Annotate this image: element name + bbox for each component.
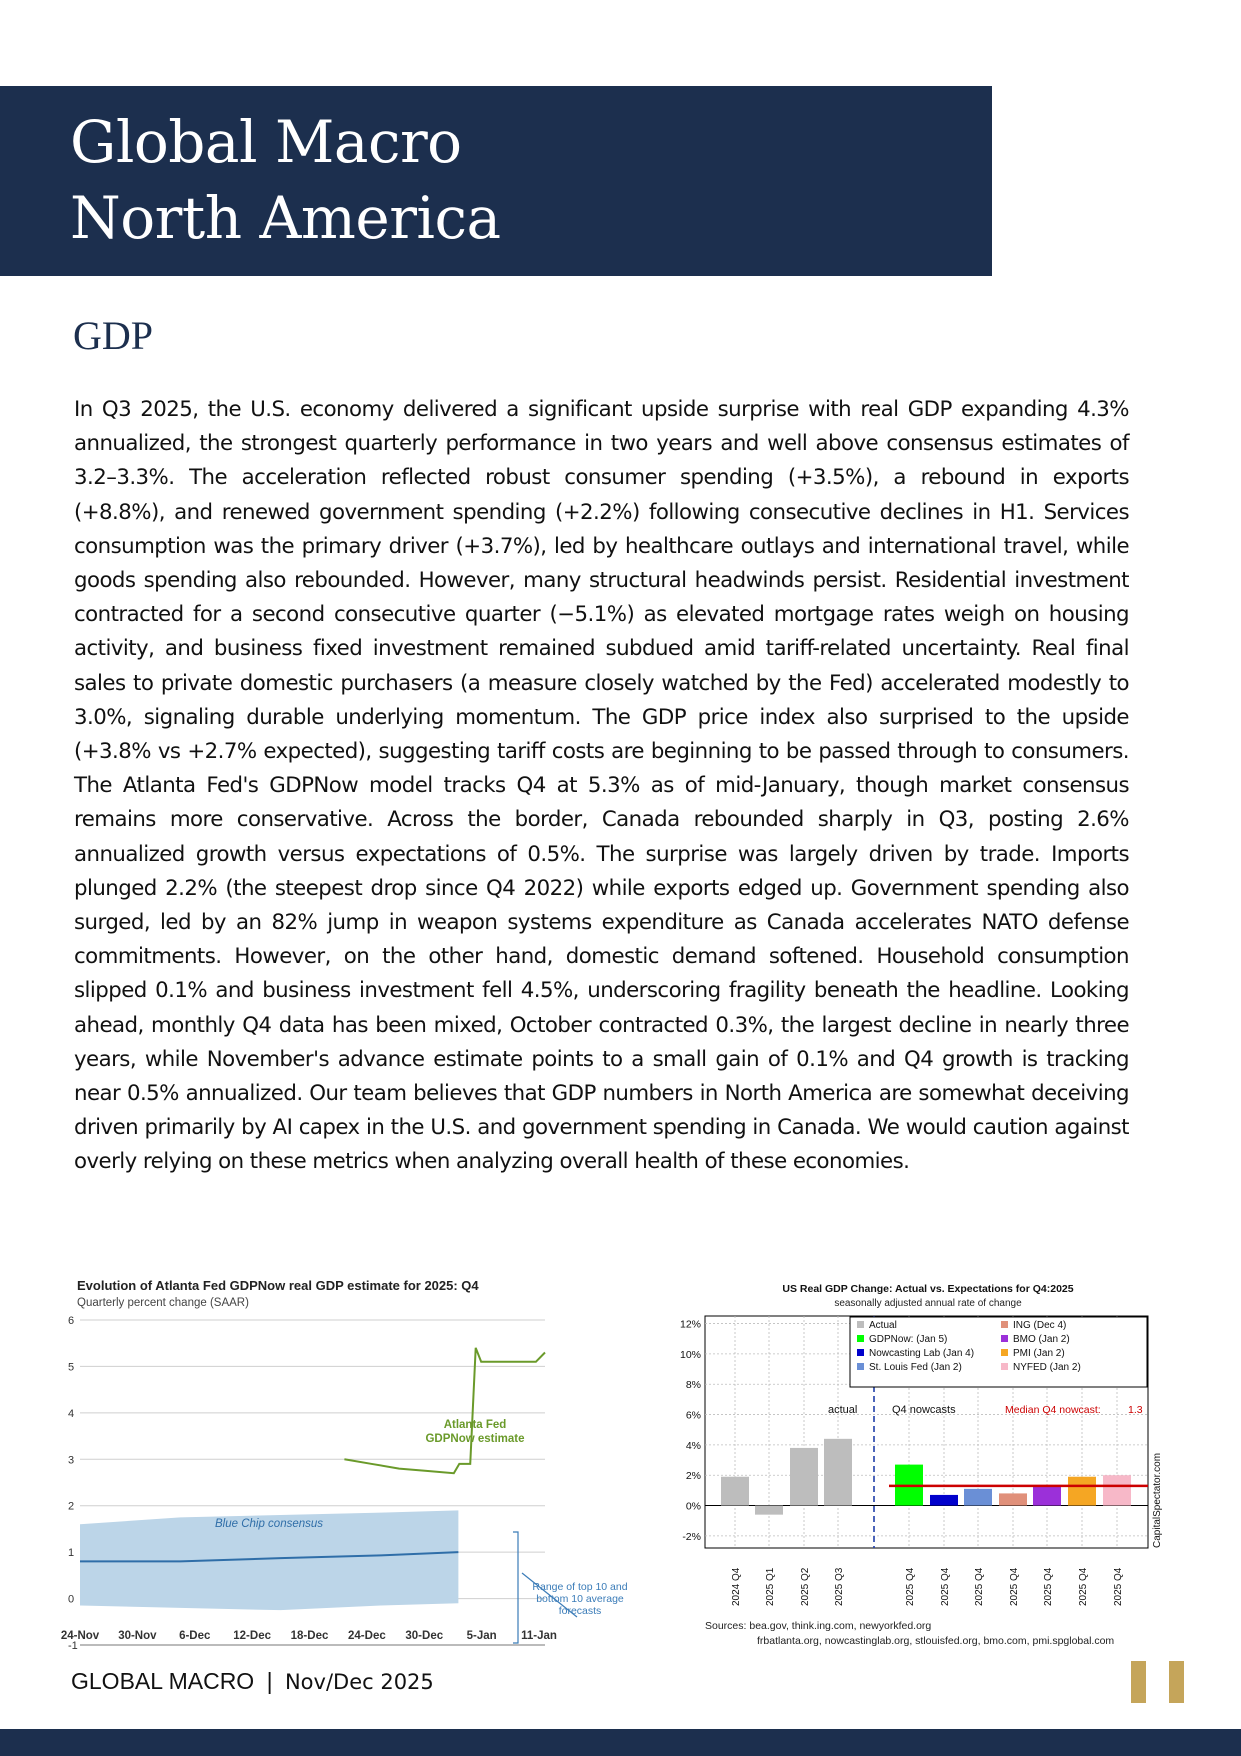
legend-label: PMI (Jan 2) [1013, 1348, 1065, 1359]
sources-line-2: frbatlanta.org, nowcastinglab.org, stlouisfed.org, bmo.com, pmi.spglobal.com [757, 1635, 1115, 1647]
x-tick-label: 2025 Q4 [1043, 1567, 1054, 1606]
legend-swatch [857, 1335, 864, 1342]
sources-line-1: Sources: bea.gov, think.ing.com, newyorkfed.org [705, 1620, 932, 1632]
y-tick-label: 0 [68, 1593, 75, 1606]
x-tick-label: 11-Jan [521, 1630, 557, 1642]
bottom-bar [0, 1729, 1241, 1756]
legend-swatch [1001, 1363, 1008, 1370]
page-title-line-1: Global Macro [70, 108, 462, 176]
y-tick-label: -2% [682, 1530, 701, 1543]
x-tick-label: 2025 Q4 [974, 1567, 985, 1606]
chart-subtitle: Quarterly percent change (SAAR) [77, 1297, 249, 1309]
median-label: Median Q4 nowcast: [1005, 1404, 1101, 1416]
gdpnow-annotation: Atlanta Fed GDPNow estimate [425, 1419, 525, 1445]
legend-label: Nowcasting Lab (Jan 4) [869, 1348, 975, 1359]
consensus-annotation: Blue Chip consensus [215, 1518, 324, 1530]
y-tick-label: 6% [685, 1409, 701, 1422]
chart-title: Evolution of Atlanta Fed GDPNow real GDP estimate for 2025: Q4 [77, 1278, 479, 1293]
y-tick-label: 1 [68, 1547, 75, 1560]
chart-title: US Real GDP Change: Actual vs. Expectations for Q4:2025 [782, 1283, 1074, 1295]
legend-label: NYFED (Jan 2) [1013, 1362, 1081, 1373]
x-tick-label: 30-Nov [118, 1630, 157, 1642]
x-tick-label: 2024 Q4 [731, 1567, 742, 1606]
y-tick-label: 2 [68, 1500, 75, 1513]
footer-date: Nov/Dec 2025 [284, 1670, 434, 1694]
x-tick-label: 24-Dec [348, 1630, 386, 1642]
x-tick-label: 24-Nov [60, 1630, 100, 1642]
footer-brand: GLOBAL MACRO [71, 1668, 255, 1694]
x-tick-label: 2025 Q4 [1009, 1567, 1020, 1606]
x-tick-label: 2025 Q4 [1078, 1567, 1089, 1606]
watermark: CapitalSpectator.com [1152, 1452, 1163, 1548]
y-tick-label: -1 [68, 1640, 78, 1652]
body-paragraph: In Q3 2025, the U.S. economy delivered a significant upside surprise with real GDP expanding 4.3% annualized, the strongest quarterly performance in two years and well above consensus estimates of 3.2–3.3%. The acceleration reflected robust consumer spending (+3.5%), a rebound in exports (+8.8%), and renewed government spending (+2.2%) following consecutive declines in H1. Services consumption was the primary driver (+3.7%), led by healthcare outlays and international travel, while goods spending also rebounded. However, many structural headwinds persist. Residential investment contracted for a second consecutive quarter (−5.1%) as elevated mortgage rates weigh on housing activity, and business fixed investment remained subdued amid tariff-related uncertainty. Real final sales to private domestic purchasers (a measure closely watched by the Fed) accelerated modestly to 3.0%, signaling durable underlying momentum. The GDP price index also surprised to the upside (+3.8% vs +2.7% expected), suggesting tariff costs are beginning to be passed through to consumers. The Atlanta Fed's GDPNow model tracks Q4 at 5.3% as of mid-January, though market consensus remains more conservative. Across the border, Canada rebounded sharply in Q3, posting 2.6% annualized growth versus expectations of 0.5%. The surprise was largely driven by trade. Imports plunged 2.2% (the steepest drop since Q4 2022) while exports edged up. Government spending also surged, led by an 82% jump in weapon systems expenditure as Canada accelerates NATO defense commitments. However, on the other hand, domestic demand softened. Household consumption slipped 0.1% and business investment fell 4.5%, underscoring fragility beneath the headline. Looking ahead, monthly Q4 data has been mixed, October contracted 0.3%, the largest decline in nearly three years, while November's advance estimate points to a small gain of 0.1% and Q4 growth is tracking near 0.5% annualized. Our team believes that GDP numbers in North America are somewhat deceiving driven primarily by AI capex in the U.S. and government spending in Canada. We would caution against overly relying on these metrics when analyzing overall health of these economies. [74, 397, 1129, 1175]
bar [930, 1495, 958, 1506]
x-tick-label: 2025 Q4 [940, 1567, 951, 1606]
legend-label: GDPNow: (Jan 5) [869, 1334, 948, 1345]
legend-swatch [857, 1349, 864, 1356]
x-tick-label: 5-Jan [466, 1630, 497, 1642]
x-tick-label: 12-Dec [233, 1630, 271, 1642]
legend-label: Actual [869, 1320, 897, 1331]
range-annotation: Range of top 10 and bottom 10 average forecasts [532, 1581, 628, 1617]
legend-label: ING (Dec 4) [1013, 1320, 1067, 1331]
x-tick-label: 18-Dec [290, 1630, 329, 1642]
actual-label: actual [828, 1404, 858, 1416]
legend-label: St. Louis Fed (Jan 2) [869, 1362, 962, 1373]
x-tick-label: 30-Dec [405, 1630, 444, 1642]
section-heading: GDP [73, 313, 154, 358]
page-title-line-2: North America [70, 184, 501, 252]
y-tick-label: 12% [679, 1318, 701, 1331]
chart-legend [850, 1317, 1147, 1387]
legend-swatch [857, 1363, 864, 1370]
y-tick-label: 10% [679, 1348, 701, 1361]
legend-label: BMO (Jan 2) [1013, 1334, 1070, 1345]
bar [999, 1493, 1027, 1505]
y-tick-label: 5 [68, 1361, 75, 1374]
bar [964, 1489, 992, 1506]
bar [790, 1448, 818, 1506]
bar [721, 1477, 749, 1506]
y-tick-label: 4 [68, 1407, 75, 1420]
legend-swatch [1001, 1335, 1008, 1342]
bar [755, 1506, 783, 1515]
x-tick-label: 2025 Q4 [1113, 1567, 1124, 1606]
y-tick-label: 2% [685, 1470, 701, 1483]
y-tick-label: 0% [685, 1500, 701, 1513]
decor-bar-2 [1169, 1661, 1184, 1703]
x-tick-label: 2025 Q4 [905, 1567, 916, 1606]
gdp-expectations-chart [652, 1280, 1172, 1652]
bar [1033, 1486, 1061, 1506]
bar [1103, 1475, 1131, 1505]
legend-swatch [1001, 1349, 1008, 1356]
page-title [70, 104, 870, 256]
bar [1068, 1477, 1096, 1506]
nowcasts-label: Q4 nowcasts [892, 1404, 956, 1416]
bar [824, 1439, 852, 1506]
chart-subtitle: seasonally adjusted annual rate of change [834, 1298, 1022, 1309]
footer [71, 1668, 434, 1695]
legend-swatch [1001, 1321, 1008, 1328]
x-tick-label: 2025 Q2 [800, 1567, 811, 1606]
y-tick-label: 3 [68, 1454, 75, 1467]
y-tick-label: 8% [685, 1379, 701, 1392]
footer-separator: | [266, 1668, 273, 1694]
y-tick-label: 6 [68, 1315, 75, 1327]
x-tick-label: 2025 Q3 [834, 1567, 845, 1606]
median-value: 1.3 [1128, 1404, 1143, 1416]
gdpnow-chart [60, 1275, 640, 1652]
y-tick-label: 4% [685, 1439, 701, 1452]
x-tick-label: 2025 Q1 [765, 1567, 776, 1606]
legend-swatch [857, 1321, 864, 1328]
x-tick-label: 6-Dec [179, 1630, 211, 1642]
decor-bar-1 [1131, 1661, 1146, 1703]
